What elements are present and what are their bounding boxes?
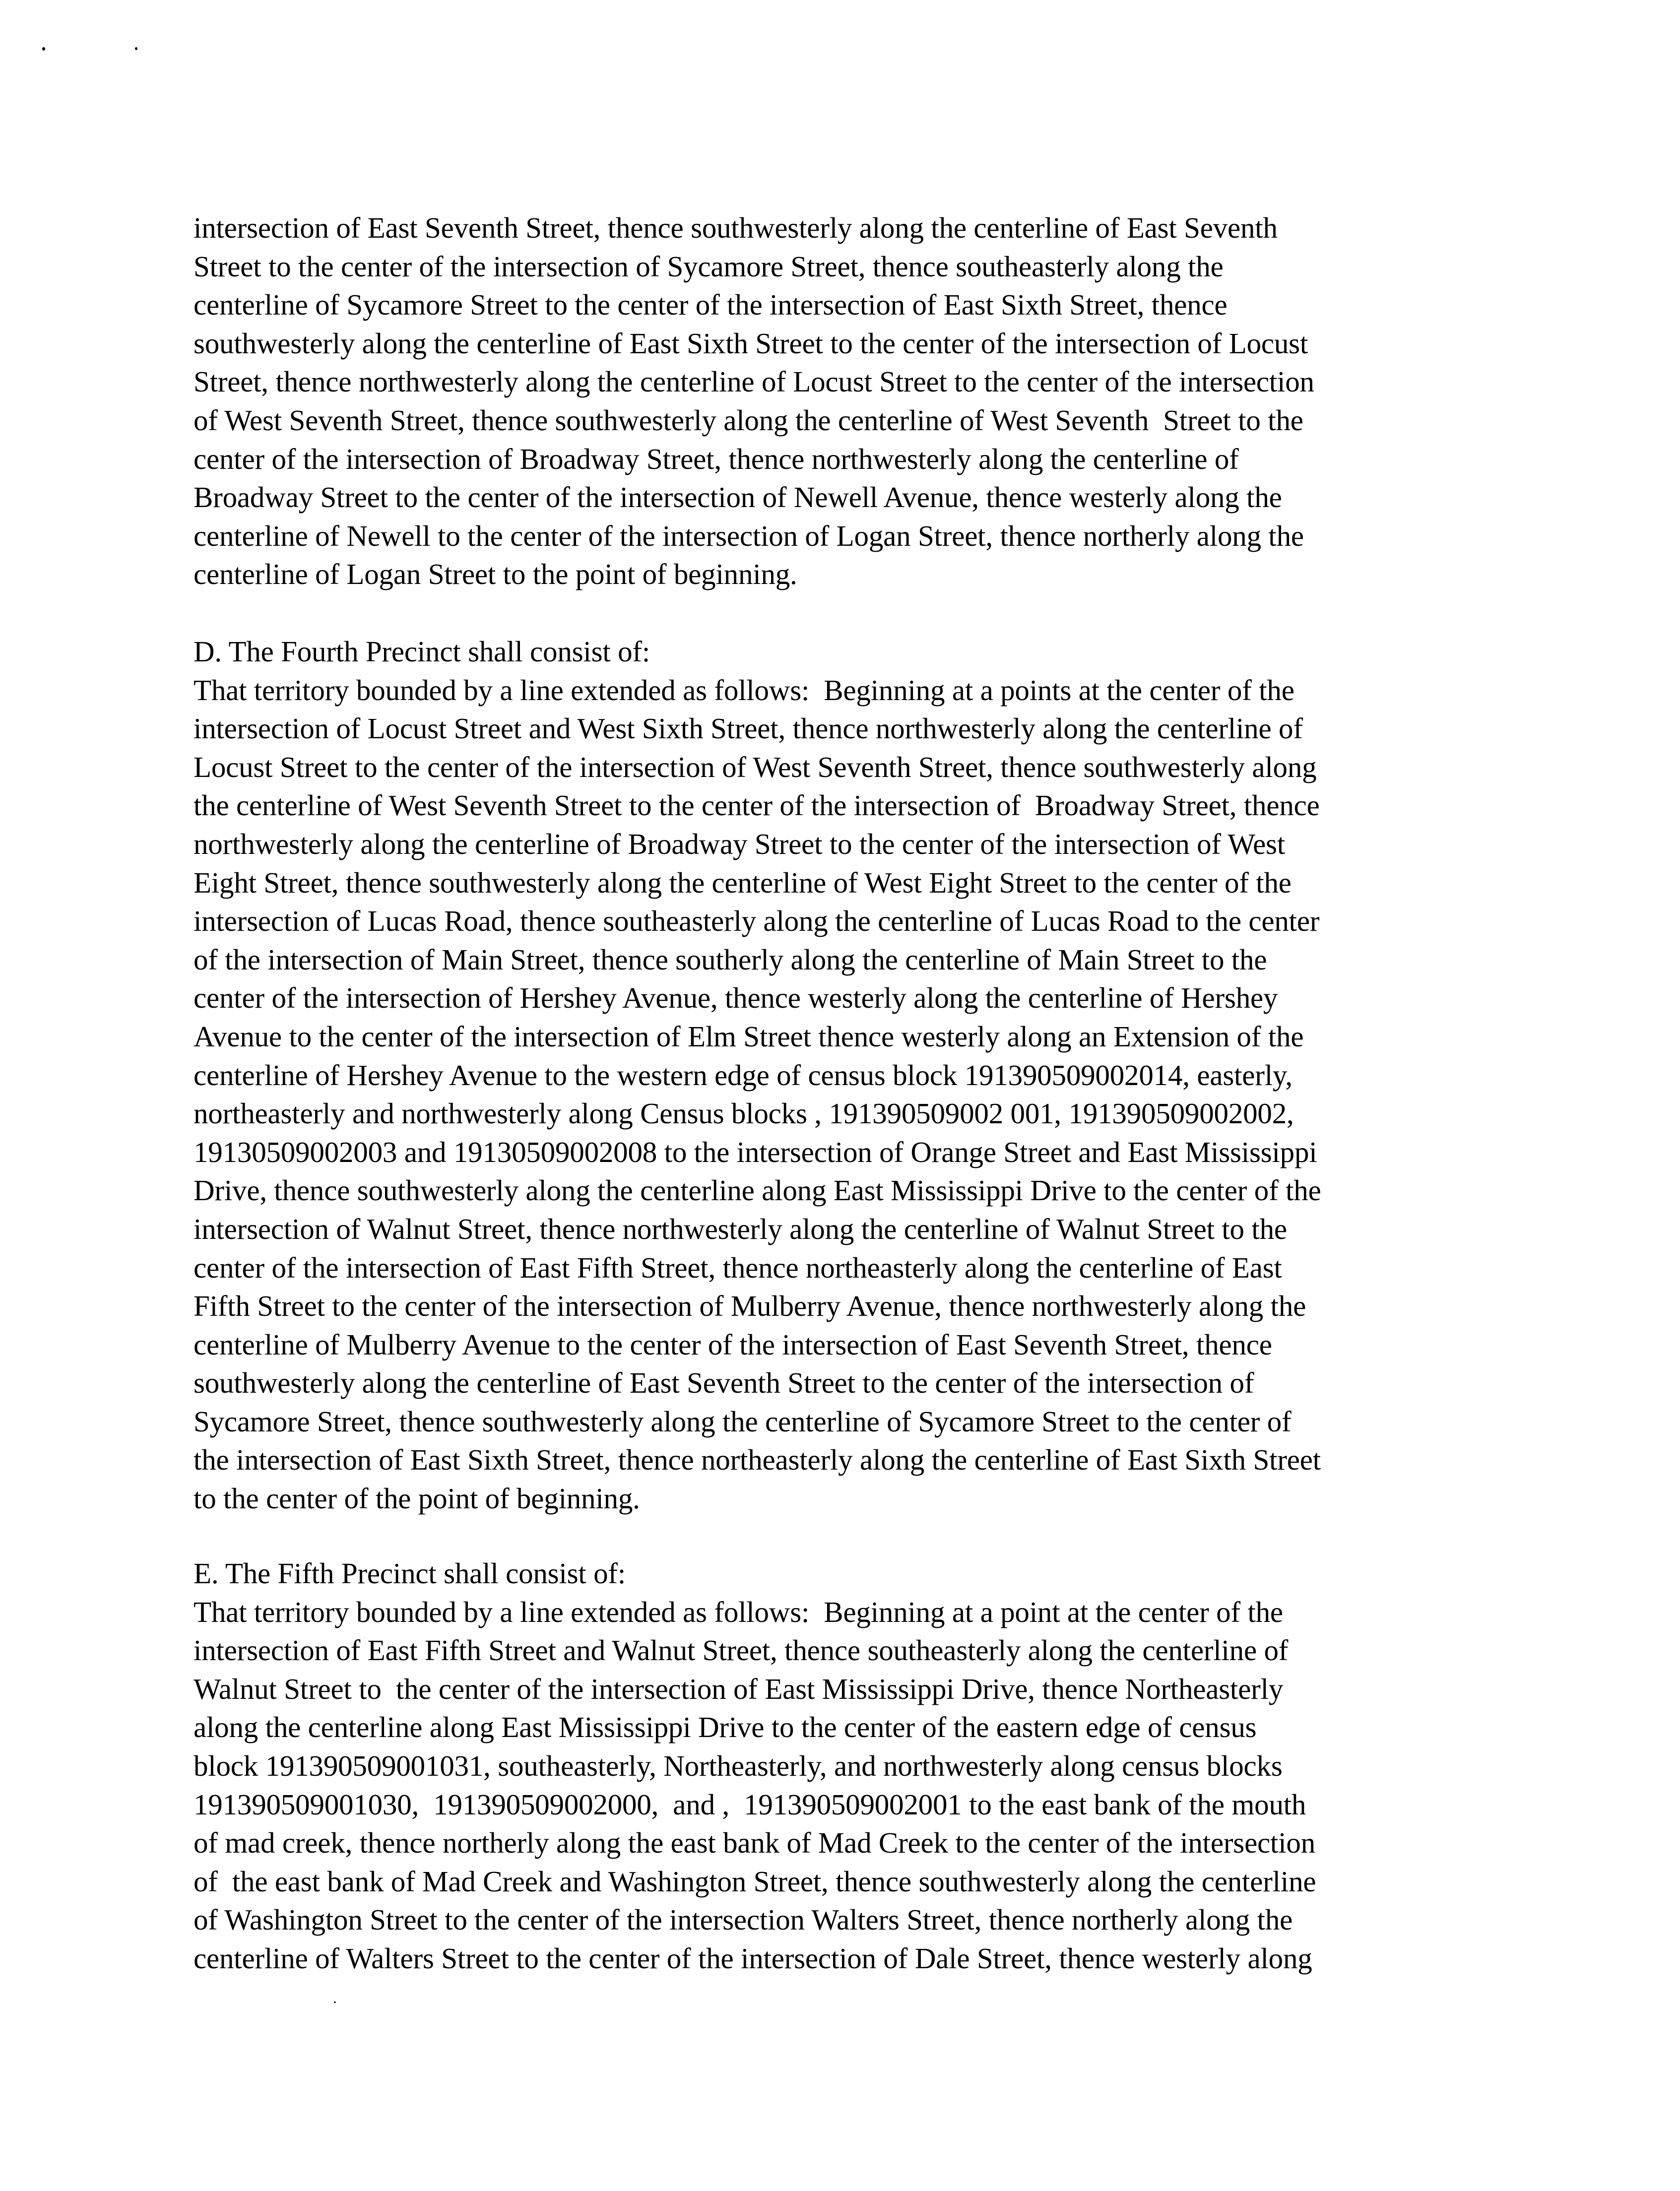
- text-line: Avenue to the center of the intersection of Elm Street thence westerly along an Extension of the: [194, 1020, 1304, 1053]
- text-line: centerline of Walters Street to the center of the intersection of Dale Street, thence westerly along: [194, 1941, 1312, 1975]
- text-line: block 191390509001031, southeasterly, Northeasterly, and northwesterly along census blocks: [194, 1749, 1283, 1782]
- text-line: Eight Street, thence southwesterly along the centerline of West Eight Street to the center of the: [194, 866, 1292, 899]
- text-line: southwesterly along the centerline of East Sixth Street to the center of the intersection of Locust: [194, 326, 1308, 360]
- text-line: That territory bounded by a line extended as follows: Beginning at a point at the center of the: [194, 1595, 1283, 1628]
- paragraph-c-continuation: [194, 209, 1493, 594]
- text-line: intersection of Locust Street and West Sixth Street, thence northwesterly along the centerline of: [194, 712, 1303, 745]
- text-line: along the centerline along East Mississippi Drive to the center of the eastern edge of census: [194, 1711, 1257, 1744]
- text-line: intersection of Lucas Road, thence southeasterly along the centerline of Lucas Road to the center: [194, 904, 1320, 938]
- scan-speck: [42, 47, 45, 51]
- text-line: centerline of Hershey Avenue to the western edge of census block 191390509002014, easterly,: [194, 1058, 1292, 1092]
- text-line: intersection of East Fifth Street and Walnut Street, thence southeasterly along the centerline of: [194, 1634, 1289, 1667]
- text-line: intersection of East Seventh Street, thence southwesterly along the centerline of East Seventh: [194, 211, 1278, 244]
- section-e-heading: E. The Fifth Precinct shall consist of:: [194, 1557, 626, 1590]
- text-line: center of the intersection of Broadway Street, thence northwesterly along the centerline of: [194, 442, 1239, 475]
- text-line: of Washington Street to the center of the intersection Walters Street, thence northerly along the: [194, 1903, 1293, 1936]
- scan-speck: [135, 47, 137, 50]
- text-line: 19130509002003 and 19130509002008 to the intersection of Orange Street and East Mississippi: [194, 1135, 1317, 1168]
- text-line: centerline of Logan Street to the point of beginning.: [194, 558, 797, 591]
- text-line: Street to the center of the intersection of Sycamore Street, thence southeasterly along the: [194, 250, 1224, 283]
- text-line: intersection of Walnut Street, thence northwesterly along the centerline of Walnut Street to the: [194, 1212, 1287, 1245]
- section-d-heading: D. The Fourth Precinct shall consist of:: [194, 635, 650, 668]
- text-line: of the east bank of Mad Creek and Washington Street, thence southwesterly along the centerline: [194, 1865, 1316, 1898]
- text-line: center of the intersection of East Fifth Street, thence northeasterly along the centerline of East: [194, 1251, 1282, 1284]
- text-line: Broadway Street to the center of the intersection of Newell Avenue, thence westerly along the: [194, 481, 1282, 514]
- text-line: the intersection of East Sixth Street, thence northeasterly along the centerline of East Sixth Street: [194, 1443, 1321, 1477]
- text-line: the centerline of West Seventh Street to the center of the intersection of Broadway Street, thence: [194, 789, 1320, 822]
- text-line: Walnut Street to the center of the intersection of East Mississippi Drive, thence Northeasterly: [194, 1672, 1284, 1705]
- scan-speck: [334, 2001, 336, 2003]
- text-line: centerline of Mulberry Avenue to the center of the intersection of East Seventh Street, thence: [194, 1328, 1272, 1361]
- text-line: centerline of Sycamore Street to the center of the intersection of East Sixth Street, thence: [194, 288, 1228, 322]
- text-line: center of the intersection of Hershey Avenue, thence westerly along the centerline of Hershey: [194, 981, 1278, 1015]
- text-line: southwesterly along the centerline of East Seventh Street to the center of the intersection of: [194, 1366, 1254, 1400]
- text-line: Fifth Street to the center of the intersection of Mulberry Avenue, thence northwesterly along the: [194, 1289, 1306, 1323]
- text-line: Street, thence northwesterly along the centerline of Locust Street to the center of the intersection: [194, 365, 1314, 398]
- text-line: of mad creek, thence northerly along the east bank of Mad Creek to the center of the intersection: [194, 1826, 1316, 1860]
- text-line: Drive, thence southwesterly along the centerline along East Mississippi Drive to the center of the: [194, 1174, 1321, 1207]
- text-line: Locust Street to the center of the intersection of West Seventh Street, thence southwesterly along: [194, 750, 1317, 783]
- text-line: of the intersection of Main Street, thence southerly along the centerline of Main Street to the: [194, 943, 1267, 976]
- text-line: centerline of Newell to the center of the intersection of Logan Street, thence northerly along the: [194, 519, 1304, 552]
- section-d: [194, 633, 1493, 1518]
- text-line: to the center of the point of beginning.: [194, 1482, 640, 1515]
- text-line: That territory bounded by a line extended as follows: Beginning at a points at the center of the: [194, 673, 1294, 707]
- text-line: northeasterly and northwesterly along Census blocks , 191390509002 001, 191390509002002,: [194, 1097, 1294, 1130]
- text-line: northwesterly along the centerline of Broadway Street to the center of the intersection of West: [194, 827, 1286, 860]
- section-e: [194, 1554, 1493, 1978]
- text-line: 191390509001030, 191390509002000, and , 191390509002001 to the east bank of the mouth: [194, 1788, 1306, 1821]
- text-line: of West Seventh Street, thence southwesterly along the centerline of West Seventh Street to the: [194, 403, 1303, 437]
- text-line: Sycamore Street, thence southwesterly along the centerline of Sycamore Street to the center of: [194, 1405, 1292, 1438]
